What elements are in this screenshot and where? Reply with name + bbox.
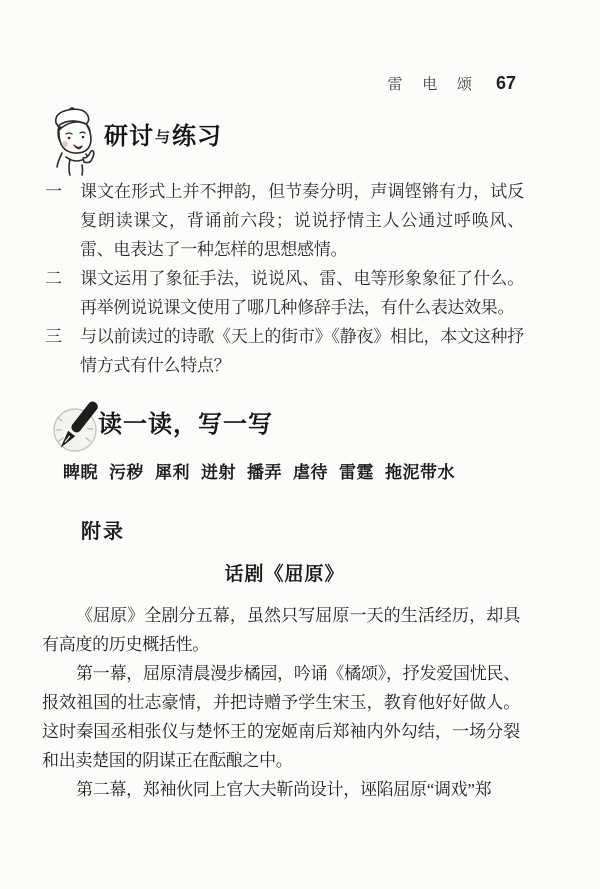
exercise-list [45,177,524,380]
exercises-title-part1: 研讨 [104,122,154,150]
exercise-item-text: 与以前读过的诗歌《天上的街市》《静夜》相比，本文这种抒情方式有什么特点？ [80,327,524,375]
read-write-section-title: 读一读，写一写 [98,410,273,438]
appendix-paragraph: 第一幕，屈原清晨漫步橘园，吟诵《橘颂》，抒发爱国忧民、报效祖国的壮志豪情，并把诗赠予学生宋玉，教育他好好做人。这时秦国丞相张仪与楚怀王的宠姬南后郑袖内外勾结，一场分裂和出卖楚国的阴谋正在酝酿之中。 [42,664,520,770]
vocabulary-word: 虐待 [293,463,328,482]
vocabulary-list [63,458,455,483]
vocabulary-word: 雷霆 [339,463,374,482]
play-title: 话剧《屈原》 [224,563,345,585]
exercise-item [45,322,524,380]
exercises-title-part2: 练习 [172,122,223,150]
appendix-paragraph: 第二幕，郑袖伙同上官大夫靳尚设计，诬陷屈原“调戏”郑 [76,780,492,799]
running-head [387,73,516,94]
exercise-item-number: 二 [45,269,62,288]
exercise-item [45,177,524,264]
appendix-body [42,601,520,804]
page-number: 67 [495,73,516,93]
vocabulary-word: 污秽 [109,463,144,482]
exercises-section-title [104,124,222,148]
exercise-item-number: 一 [45,182,62,201]
exercise-item-text: 课文在形式上并不押韵，但节奏分明，声调铿锵有力，试反复朗读课文，背诵前六段；说说抒情主人公通过呼唤风、雷、电表达了一种怎样的思想感情。 [80,182,524,259]
exercise-item [45,264,524,322]
vocabulary-word: 拖泥带水 [385,463,455,482]
lesson-title: 雷 电 颂 [387,77,480,93]
appendix-heading: 附录 [81,519,125,543]
vocabulary-word: 播弄 [247,463,282,482]
appendix-paragraph: 《屈原》全剧分五幕，虽然只写屈原一天的生活经历，却具有高度的历史概括性。 [42,606,520,654]
vocabulary-word: 睥睨 [63,463,98,482]
child-face-icon [50,107,106,184]
vocabulary-word: 犀利 [155,463,190,482]
exercise-item-text: 课文运用了象征手法，说说风、雷、电等形象象征了什么。再举例说说课文使用了哪几种修辞手法，有什么表达效果。 [80,269,524,317]
vocabulary-word: 迸射 [201,463,236,482]
exercise-item-number: 三 [45,327,62,346]
exercises-title-connector: 与 [155,128,172,146]
